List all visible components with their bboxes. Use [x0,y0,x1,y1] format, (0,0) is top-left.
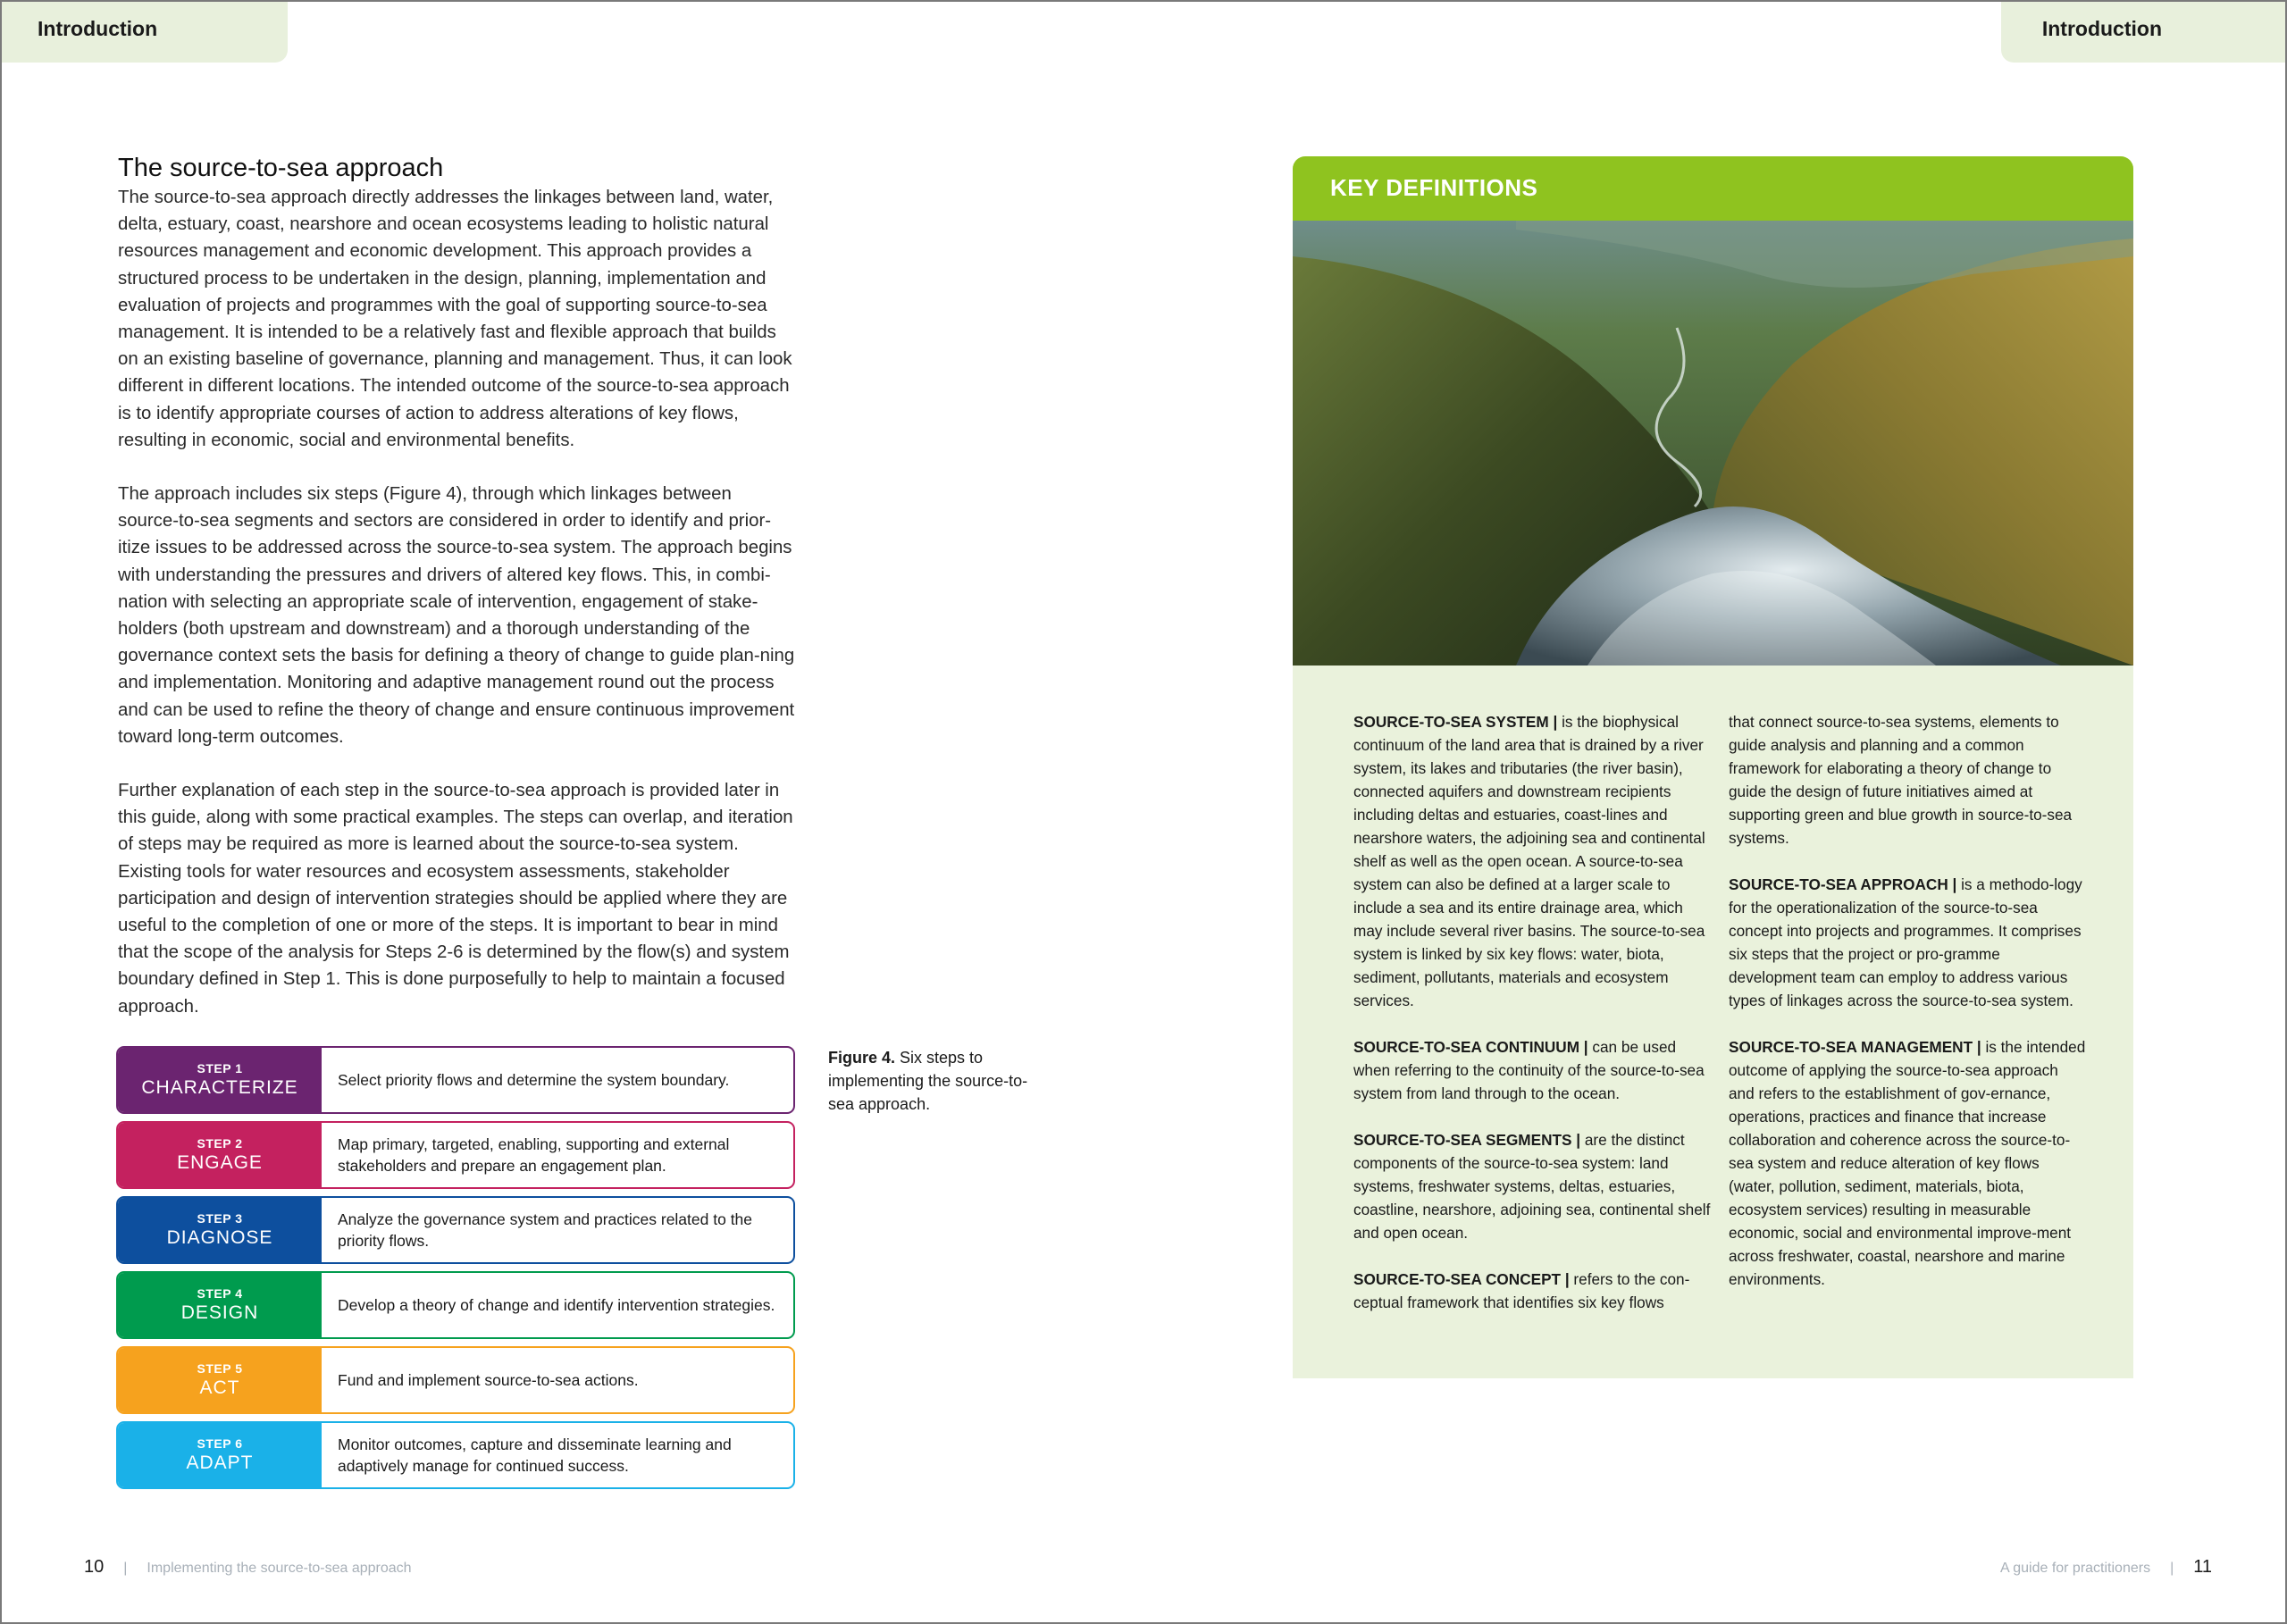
left-header-tab [2,2,288,63]
definition-text: that connect source-to-sea systems, elements to guide analysis and planning and a common framework for elaborating a theory of change to guide the design of future initiatives aimed at supporting green and blue growth in source-to-sea systems. [1729,713,2073,847]
definition-term: SOURCE-TO-SEA SYSTEM | [1353,713,1558,731]
right-footer-title: A guide for practitioners [1999,1561,2151,1576]
definition-text: can be used when referring to the continuity of the source-to-sea system from land through to the ocean. [1353,1038,1705,1102]
step-name: ACT [199,1377,240,1398]
step-label [118,1423,322,1487]
body-paragraph: The approach includes six steps (Figure 4), through which linkages between source-to-sea segments and sectors are considered in order to identify and prior-itize issues to be addressed across the source-to-sea system. The approach begins with understanding the pressures and drivers of altered key flows. This, in combi-nation with selecting an appropriate scale of intervention, engagement of stake-holders (both upstream and downstream) and a thorough understanding of the governance context sets the basis for defining a theory of change to guide plan-ning and implementation. Monitoring and adaptive management round out the process and can be used to refine the theory of change and ensure continuous improvement toward long-term outcomes. [118,484,795,747]
key-definitions-title: KEY DEFINITIONS [1293,156,2133,221]
left-page-body [118,152,797,1047]
step-description: Map primary, targeted, enabling, supporting and external stakeholders and prepare an engagement plan. [338,1135,730,1175]
definition-term: SOURCE-TO-SEA MANAGEMENT | [1729,1038,1981,1056]
step-number: STEP 1 [197,1061,243,1076]
definitions-column-1 [1353,710,1711,1337]
step-label [118,1123,322,1187]
left-footer [84,1557,412,1578]
definition-term: SOURCE-TO-SEA CONTINUUM | [1353,1038,1588,1056]
step-number: STEP 5 [197,1361,243,1376]
figure-caption-text: Six steps to implementing the source-to-sea approach. [828,1049,1028,1113]
definition-term: SOURCE-TO-SEA APPROACH | [1729,875,1957,893]
definition-source-to-sea-system [1353,710,1711,1012]
left-header-label: Introduction [38,17,158,40]
aerial-valley-lake-photo [1293,221,2133,666]
right-header-label: Introduction [2041,17,2162,40]
left-page-number: 10 [84,1557,105,1577]
step-adapt [116,1421,795,1489]
definition-text: are the distinct components of the source-to-sea system: land systems, freshwater systems, deltas, estuaries, coastline, nearshore, adjoining sea, continental shelf and open ocean. [1353,1131,1711,1242]
definition-text: refers to the con-ceptual framework that identifies six key flows [1353,1270,1690,1311]
figure-caption-label: Figure 4. [828,1049,896,1067]
six-steps-figure [116,1046,795,1496]
step-engage [116,1121,795,1189]
definition-source-to-sea-management [1729,1035,2086,1291]
step-description: Monitor outcomes, capture and disseminate learning and adaptively manage for continued success. [338,1436,732,1475]
definition-term: SOURCE-TO-SEA CONCEPT | [1353,1270,1570,1288]
definitions-columns [1353,710,2086,1337]
definitions-column-2 [1729,710,2086,1337]
definition-text: is the intended outcome of applying the source-to-sea approach and refers to the establishment of gov-ernance, operations, practices and finance that increase collaboration and coherence across the source-to-sea system and reduce alteration of key flows (water, pollution, sediment, materials, biota, ecosystem services) resulting in measurable economic, social and environmental improve-ment across freshwater, coastal, nearshore and marine environments. [1729,1038,2086,1288]
step-description: Fund and implement source-to-sea actions. [338,1371,639,1389]
step-description: Analyze the governance system and practices related to the priority flows. [338,1210,753,1250]
step-description: Develop a theory of change and identify intervention strategies. [338,1296,775,1314]
footer-separator: | [2170,1561,2174,1576]
section-title: The source-to-sea approach [118,154,444,182]
body-paragraph: The source-to-sea approach directly addresses the linkages between land, water, delta, estuary, coast, nearshore and ocean ecosystems leading to holistic natural resources management and economic development. This approach provides a structured process to be undertaken in the design, planning, implementation and evaluation of projects and programmes with the goal of supporting source-to-sea management. It is intended to be a relatively fast and flexible approach that builds on an existing baseline of governance, planning and management. Thus, it can look different in different locations. The intended outcome of the source-to-sea approach is to identify appropriate courses of action to address alterations of key flows, resulting in economic, social and environmental benefits. [118,188,792,450]
definition-source-to-sea-concept [1353,1268,1711,1314]
step-number: STEP 3 [197,1211,243,1226]
step-label [118,1198,322,1262]
step-name: DIAGNOSE [166,1227,273,1248]
footer-separator: | [123,1561,128,1576]
step-description: Select priority flows and determine the system boundary. [338,1071,730,1089]
body-paragraph: Further explanation of each step in the source-to-sea approach is provided later in this guide, along with some practical examples. The steps can overlap, and iteration of steps may be required as more is learned about the source-to-sea system. Existing tools for water resources and ecosystem assessments, stakeholder participation and design of intervention strategies should be applied where they are useful to the completion of one or more of the steps. It is important to bear in mind that the scope of the analysis for Steps 2-6 is determined by the flow(s) and system boundary defined in Step 1. This is done purposefully to help to maintain a focused approach. [118,781,793,1017]
step-number: STEP 2 [197,1136,243,1151]
definition-continued [1729,710,2086,850]
step-label [118,1348,322,1412]
step-name: ADAPT [186,1452,254,1473]
key-definitions-box [1293,156,2133,1378]
right-footer [2000,1557,2212,1578]
step-name: CHARACTERIZE [141,1077,298,1098]
definition-text: is the biophysical continuum of the land area that is drained by a river system, its lakes and tributaries (the river basin), connected aquifers and downstream recipients including deltas and estuaries, coast-lines and nearshore waters, the adjoining sea and continental shelf as well as the open ocean. A source-to-sea system can also be defined at a larger scale to include a sea and its entire drainage area, which may include several river basins. The source-to-sea system is linked by six key flows: water, biota, sediment, pollutants, materials and ecosystem services. [1353,713,1705,1009]
step-act [116,1346,795,1414]
step-number: STEP 4 [197,1286,243,1301]
definition-source-to-sea-continuum [1353,1035,1711,1105]
definition-term: SOURCE-TO-SEA SEGMENTS | [1353,1131,1581,1149]
step-name: ENGAGE [177,1152,263,1173]
step-design [116,1271,795,1339]
figure-caption [828,1046,1043,1116]
left-footer-title: Implementing the source-to-sea approach [147,1561,412,1576]
right-page-number: 11 [2193,1557,2212,1577]
step-name: DESIGN [180,1302,259,1323]
step-number: STEP 6 [197,1436,243,1451]
step-characterize [116,1046,795,1114]
step-label [118,1048,322,1112]
definition-source-to-sea-segments [1353,1128,1711,1244]
step-diagnose [116,1196,795,1264]
right-header-tab [2001,2,2285,63]
definition-text: is a methodo-logy for the operationalization of the source-to-sea concept into projects and programmes. It comprises six steps that the project or pro-gramme development team can employ to address various types of linkages across the source-to-sea system. [1729,875,2082,1009]
definition-source-to-sea-approach [1729,873,2086,1012]
step-label [118,1273,322,1337]
